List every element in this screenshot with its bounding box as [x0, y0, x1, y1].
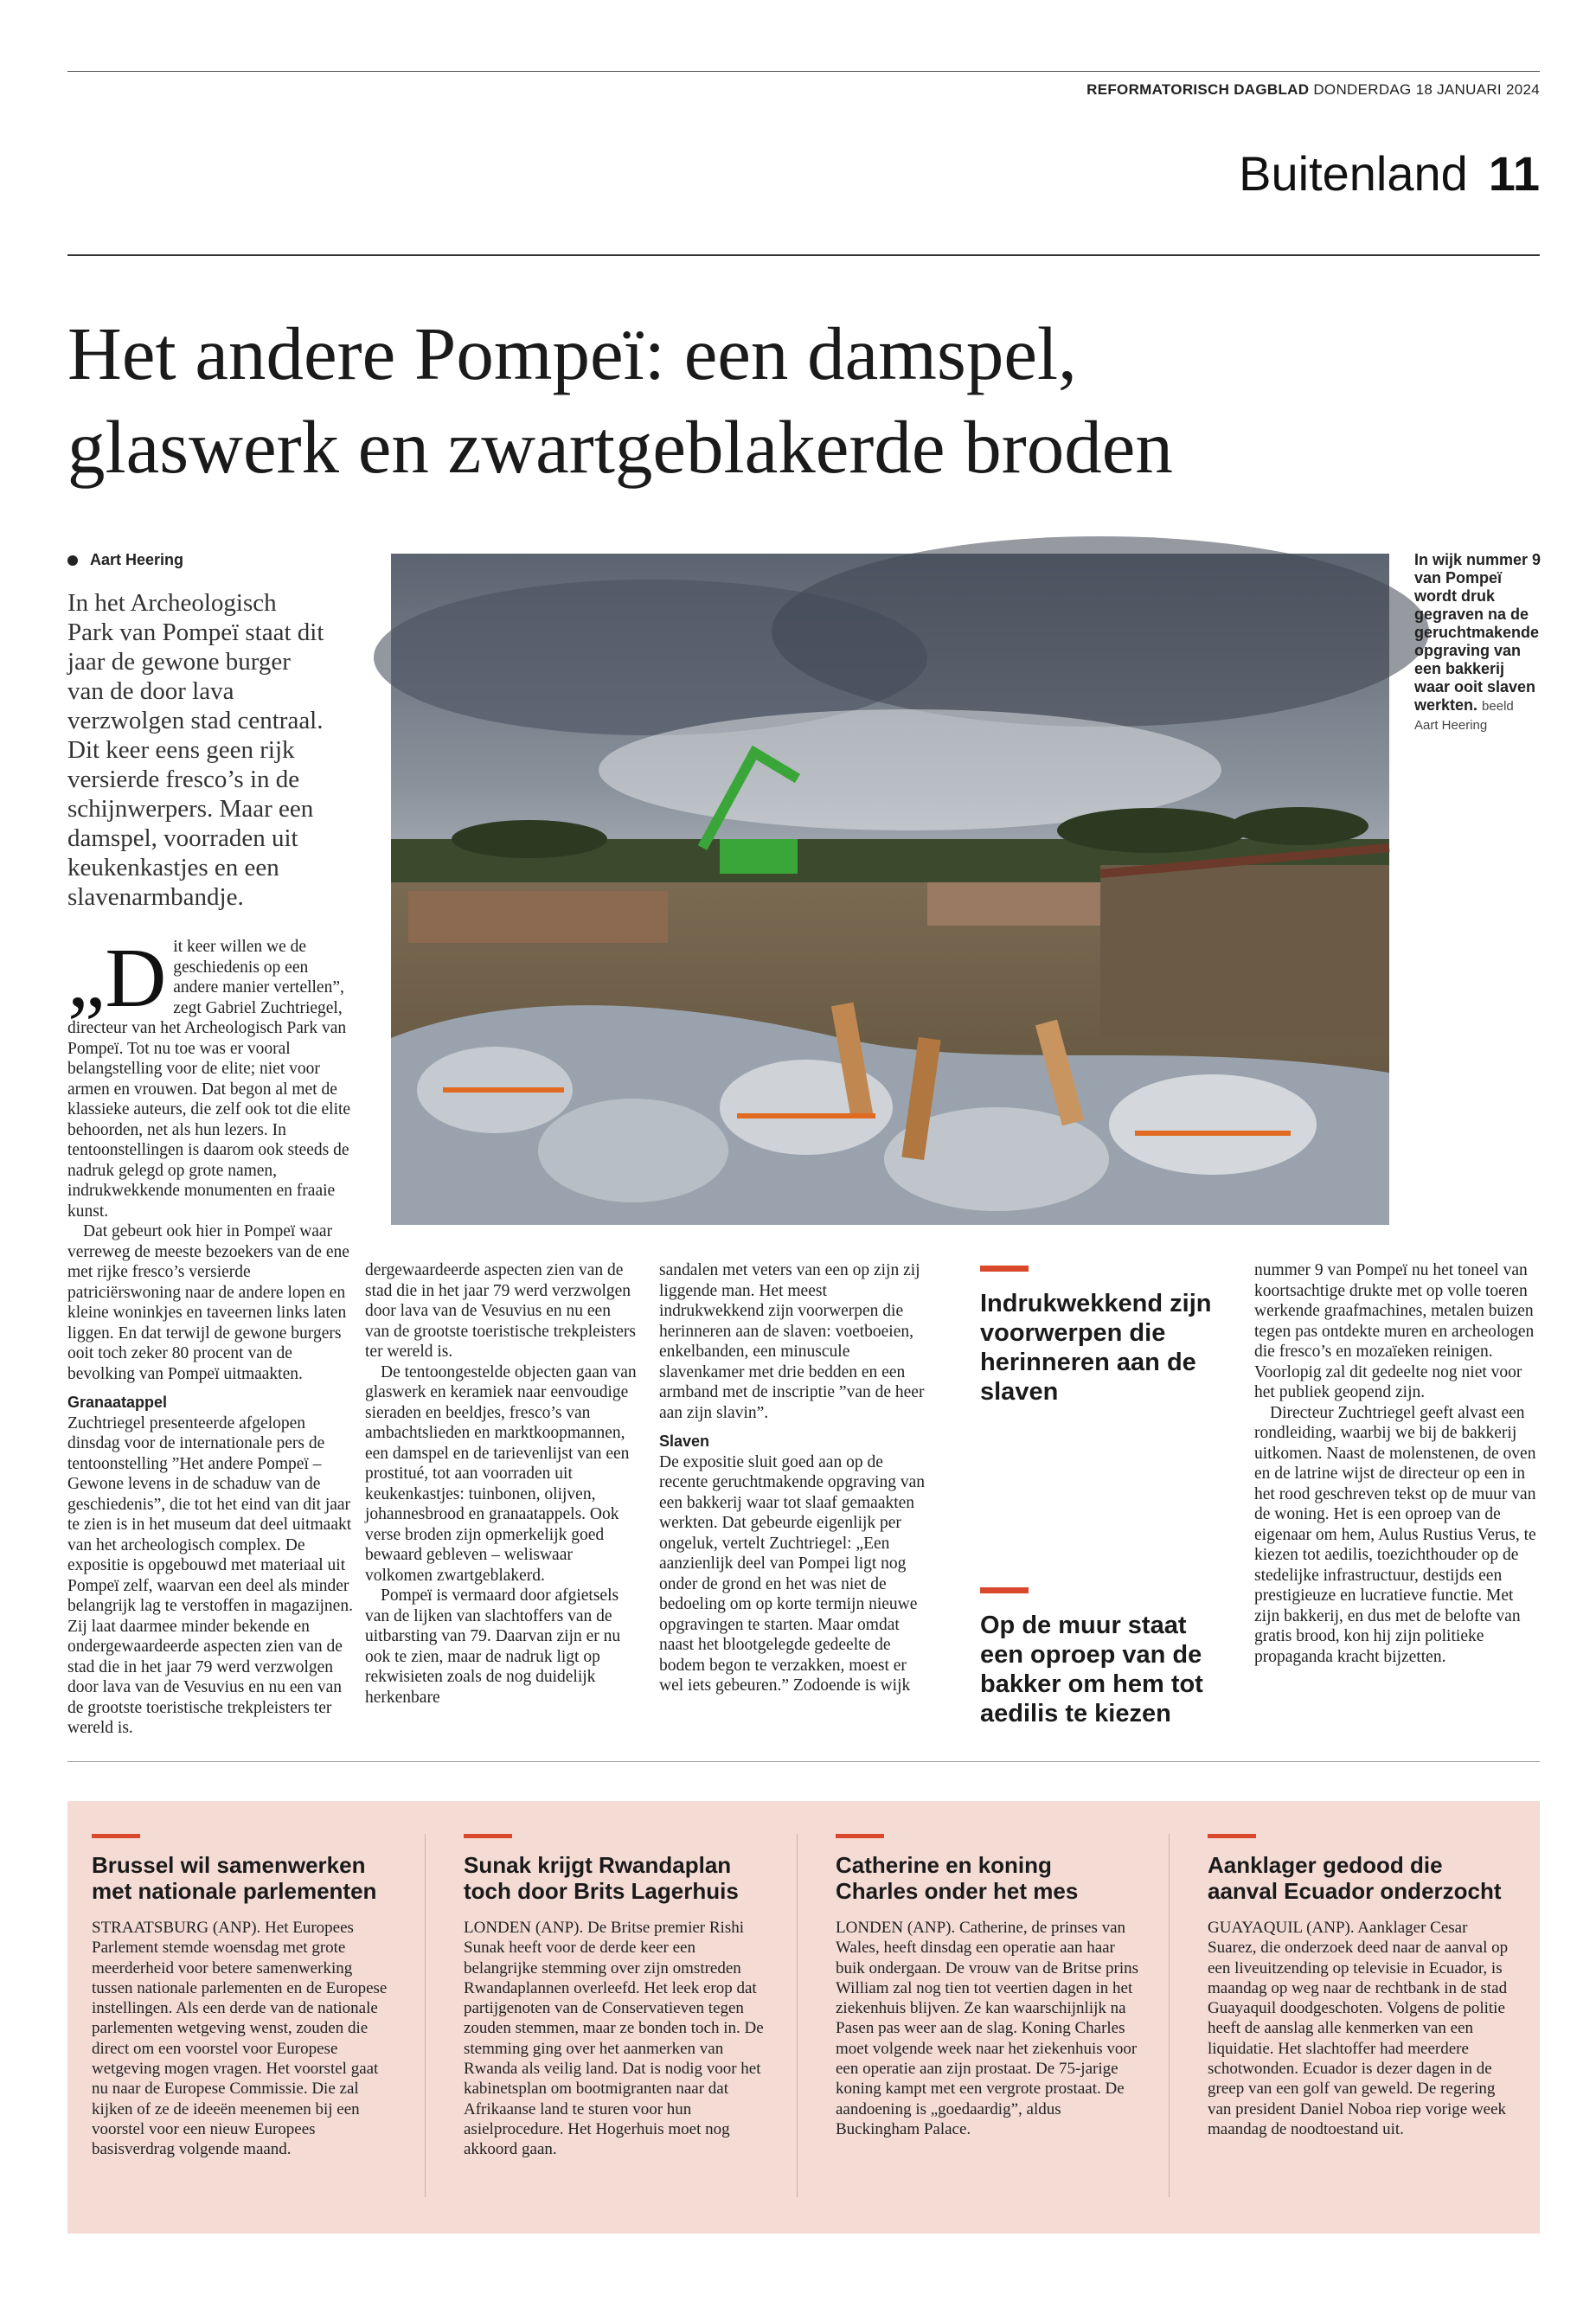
masthead: [952, 81, 1540, 99]
quote-accent-bar: [980, 1266, 1029, 1272]
author-name: Aart Heering: [90, 551, 184, 568]
news-brief-4: [1208, 1834, 1510, 2139]
article-column-3: [659, 1260, 933, 1734]
news-brief-3: [836, 1834, 1138, 2139]
issue-date: DONDERDAG 18 JANUARI 2024: [1313, 81, 1540, 98]
brief-body: LONDEN (ANP). Catherine, de prinses van Wales, heeft dinsdag een operatie aan haar buik ondergaan. De vrouw van de Britse prins William zal nog tien tot veertien dagen in het ziekenhuis blijven. Ze kan waarschijnlijk na Pasen pas weer aan de slag. Koning Charles moet volgende week naar het ziekenhuis voor een operatie aan zijn prostaat. De 75-jarige koning kampt met een vergrote prostaat. De aandoening is „goedaardig”, aldus Buckingham Palace.: [836, 1919, 1139, 2138]
top-rule: [67, 71, 1540, 72]
brief-accent-bar: [92, 1834, 140, 1838]
headline-line-1: Het andere Pompeï: een damspel,: [67, 311, 1077, 395]
brief-body: STRAATSBURG (ANP). Het Europees Parlement stemde woensdag met grote meerderheid voor betere samenwerking tussen nationale parlementen en de Europese instellingen. Als een derde van de nationale parlementen wetgeving wenst, zouden die direct om een voorstel voor Europese wetgeving mogen vragen. Het voorstel gaat nu naar de Europese Commissie. Die zal kijken of ze de ideeën meenemen bij een voorstel voor een nieuw Europees basisverdrag volgende maand.: [92, 1919, 388, 2159]
article-paragraph: nummer 9 van Pompeï nu het toneel van koortsachtige drukte met op volle toeren werkende graafmachines, metalen buizen tegen pas ontdekte muren en archeologen die fresco’s en mozaïeken reinigen. Voorlopig zal dit gedeelte nog niet voor het publiek geopend zijn.: [1254, 1261, 1535, 1401]
article-paragraph: De tentoongestelde objecten gaan van glaswerk en keramiek naar eenvoudige sieraden en beeldjes, fresco’s van ambachtslieden en marktkoopmannen, een damspel en de tarievenlijst van een prostitué, tot aan voorraden uit keukenkastjes: tuinbonen, olijven, johannesbrood en granaatappels. Ook verse broden zijn opmerkelijk goed bewaard gebleven – weliswaar volkomen zwartgeblakerd.: [365, 1362, 637, 1585]
byline-bullet: [67, 555, 78, 566]
brief-body: LONDEN (ANP). De Britse premier Rishi Sunak heeft voor de derde keer een belangrijke stemming over zijn omstreden Rwandaplannen overleefd. Het leek erop dat partijgenoten van de Conservatieven tegen zouden stemmen, maar ze bonden toch in. De stemming ging over het aanmerken van Rwanda als veilig land. Dat is nodig voor het kabinetsplan om bootmigranten naar dat Afrikaanse land te sturen voor hun asielprocedure. Het Hogerhuis moet nog akkoord gaan.: [464, 1919, 764, 2159]
section-name: Buitenland: [1239, 146, 1468, 201]
caption-text: In wijk nummer 9 van Pompeï wordt druk gegraven na de geruchtmakende opgraving van een bakkerij waar ooit slaven werkten.: [1414, 551, 1542, 714]
article-paragraph: sandalen met veters van een op zijn zij liggende man. Het meest indrukwekkend zijn voorwerpen die herinneren aan de slaven: voetboeien, enkelbanden, een minuscule slavenkamer met drie bedden en een armband met de inscriptie ”van de heer aan zijn slavin”.: [659, 1261, 925, 1422]
page-number: 11: [1488, 146, 1540, 201]
paper-name: REFORMATORISCH DAGBLAD: [1086, 81, 1310, 98]
subheading: Slaven: [659, 1433, 710, 1450]
photo-caption: [1414, 551, 1544, 734]
byline: [67, 551, 183, 569]
brief-separator: [425, 1834, 426, 2197]
section-header: [1239, 145, 1540, 202]
article-paragraph: Zuchtriegel presenteerde afgelopen dinsdag voor de internationale pers de tentoonstelling ”Het andere Pompeï – Gewone levens in de schaduw van de geschiedenis”, die tot het eind van dit jaar te zien is in het museum dat deel uitmaakt van het archeologisch complex. De expositie is opgebouwd met materiaal uit Pompeï zelf, waarvan een deel als minder belangrijk lag te verstoffen in magazijnen. Zij laat daarmee minder bekende en ondergewaardeerde aspecten zien van de stad die in het jaar 79 werd verzwolgen door lava van de Vesuvius en nu een van de grootste toeristische trekpleisters ter wereld is.: [67, 1413, 353, 1737]
headline-line-2: glaswerk en zwartgeblakerde broden: [67, 405, 1173, 489]
brief-accent-bar: [836, 1834, 884, 1838]
article-column-2: [365, 1260, 638, 1734]
news-brief-2: [464, 1834, 766, 2160]
credit-label: beeld: [1482, 699, 1514, 714]
header-rule: [67, 254, 1540, 256]
brief-accent-bar: [1208, 1834, 1256, 1838]
article-photo: [391, 554, 1389, 1225]
article-paragraph: Directeur Zuchtriegel geeft alvast een rondleiding, waarbij we bij de bakkerij uitkomen. Naast de molenstenen, de oven en de latrine wijst de directeur op een in het rood geschreven tekst op de muur van de woning. Het is een oproep van de eigenaar om hem, Aulus Rustius Verus, te kiezen tot aedilis, toezichthouder op de stedelijke infrastructuur, destijds een prestigieuze en lucratieve functie. Met zijn bakkerij, en dus met de belofte van gratis brood, kon hij zijn politieke propaganda kracht bijzetten.: [1254, 1403, 1536, 1666]
brief-accent-bar: [464, 1834, 512, 1838]
pull-quote-1: Indrukwekkend zijn voorwerpen die herinneren aan de slaven: [980, 1290, 1212, 1406]
article-column-1: [67, 932, 356, 1737]
quote-accent-bar: [980, 1587, 1029, 1593]
news-brief-1: [92, 1834, 394, 2160]
briefs-rule: [67, 1761, 1540, 1762]
article-paragraph: Pompeï is vermaard door afgietsels van de lijken van slachtoffers van de uitbarsting van 79. Daarvan zijn er nu ook te zien, maar de nadruk ligt op rekwisieten zoals de nog duidelijk herkenbare: [365, 1586, 621, 1707]
article-paragraph: De expositie sluit goed aan op de recente geruchtmakende opgraving van een bakkerij waar tot slaaf gemaakten werkten. Dat gebeurde eigenlijk per ongeluk, vertelt Zuchtriegel: „Een aanzienlijk deel van Pompei ligt nog onder de grond en het was niet de bedoeling om op korte termijn nieuwe opgravingen te starten. Maar omdat naast het blootgelegde gedeelte de bodem begon te verzakken, moest er wel iets gebeuren.” Zodoende is wijk: [659, 1452, 925, 1695]
brief-title: Aanklager gedood die aanval Ecuador onderzocht: [1208, 1852, 1502, 1904]
drop-cap: „D: [67, 932, 167, 1025]
brief-separator: [1169, 1834, 1170, 2197]
brief-title: Catherine en koning Charles onder het mes: [836, 1852, 1079, 1904]
article-intro: In het Archeologisch Park van Pompeï staat dit jaar de gewone burger van de door lava verzwolgen stad centraal. Dit keer eens geen rijk versierde fresco’s in de schijnwerpers. Maar een damspel, voorraden uit keukenkastjes en een slavenarmbandje.: [67, 589, 324, 911]
excavation-photo: [391, 554, 1389, 1225]
subheading: Granaatappel: [67, 1394, 168, 1411]
photo-credit: Aart Heering: [1414, 718, 1488, 733]
pull-quote-2: Op de muur staat een oproep van de bakker om hem tot aedilis te kiezen: [980, 1612, 1203, 1727]
article-paragraph: dergewaardeerde aspecten zien van de stad die in het jaar 79 werd verzwolgen door lava van de Vesuvius en nu een van de grootste toeristische trekpleisters ter wereld is.: [365, 1261, 636, 1361]
brief-body: GUAYAQUIL (ANP). Aanklager Cesar Suarez, die onderzoek deed naar de aanval op een liveuitzending op televisie in Ecuador, is maandag op weg naar de rechtbank in de stad Guayaquil doodgeschoten. Volgens de politie heeft de aanslag alle kenmerken van een liquidatie. Het slachtoffer had meerdere schotwonden. Ecuador is dezer dagen in de greep van een golf van geweld. De regering van president Daniel Noboa riep vorige week maandag de noodtoestand uit.: [1208, 1919, 1509, 2138]
headline: [67, 307, 1538, 494]
brief-title: Brussel wil samenwerken met nationale parlementen: [92, 1852, 377, 1904]
article-paragraph: Dat gebeurt ook hier in Pompeï waar verreweg de meeste bezoekers van de ene met rijke fresco’s versierde patriciërswoning naar de andere lopen en kleine woninkjes en taveernen links laten liggen. En dat terwijl de gewone burgers ooit toch zeker 80 procent van de bevolking van Pompeï uitmaakten.: [67, 1222, 349, 1383]
article-column-5: [1254, 1260, 1540, 1734]
article-paragraph: it keer willen we de geschiedenis op een andere manier vertellen”, zegt Gabriel Zuchtriegel, directeur van het Archeologisch Park van Pompeï. Tot nu toe was er vooral belangstelling voor de elite; niet voor armen en vrouwen. Dat begon al met de klassieke auteurs, die zelf ook tot die elite behoorden, net als hun lezers. In tentoonstellingen is daarom ook steeds de nadruk gelegd op grote namen, indrukwekkende monumenten en fraaie kunst.: [67, 938, 351, 1221]
brief-title: Sunak krijgt Rwandaplan toch door Brits Lagerhuis: [464, 1852, 739, 1904]
brief-separator: [797, 1834, 798, 2197]
